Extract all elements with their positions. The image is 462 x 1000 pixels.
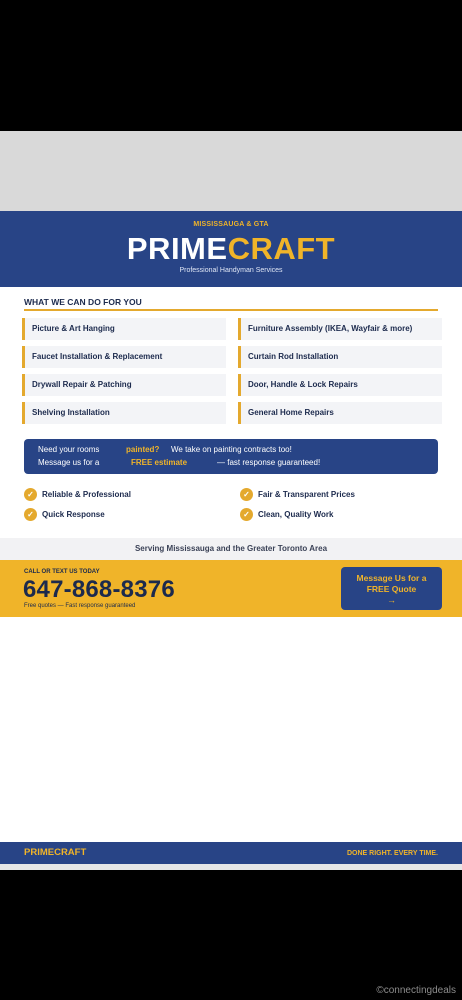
service-item: Picture & Art Hanging (22, 318, 226, 340)
painting-promo (24, 439, 438, 474)
services-divider (24, 309, 438, 311)
check-icon: ✓ (24, 508, 37, 521)
logo-prime: PRIME (126, 231, 228, 266)
benefit-item: Clean, Quality Work (258, 510, 334, 519)
message-us-button[interactable] (341, 567, 442, 610)
painting-text: Message us for a (38, 458, 100, 467)
service-item: Furniture Assembly (IKEA, Wayfair & more) (238, 318, 442, 340)
benefit-item: Fair & Transparent Prices (258, 490, 355, 499)
footer-brand: PRIMECRAFT (24, 847, 87, 858)
service-item: Door, Handle & Lock Repairs (238, 374, 442, 396)
footer-bar (0, 842, 462, 864)
brand-logo (0, 231, 462, 267)
footer-slogan: DONE RIGHT. EVERY TIME. (346, 850, 438, 857)
check-icon: ✓ (240, 488, 253, 501)
arrow-right-icon: → (387, 595, 396, 605)
button-line: FREE Quote (366, 584, 417, 594)
services-title: WHAT WE CAN DO FOR YOU (24, 297, 142, 307)
painting-text: — fast response guaranteed! (217, 458, 321, 467)
flyer-body (0, 287, 462, 842)
grey-banner (0, 131, 462, 211)
service-area: Serving Mississauga and the Greater Toronto Area (0, 538, 462, 560)
check-icon: ✓ (24, 488, 37, 501)
service-item: Shelving Installation (22, 402, 226, 424)
phone-number[interactable]: 647-868-8376 (23, 576, 175, 603)
service-item: Curtain Rod Installation (238, 346, 442, 368)
service-item: Drywall Repair & Patching (22, 374, 226, 396)
button-line: Message Us for a (356, 573, 427, 583)
contact-label: CALL OR TEXT US TODAY (24, 569, 100, 575)
check-icon: ✓ (240, 508, 253, 521)
footer-strip (0, 864, 462, 870)
service-item: General Home Repairs (238, 402, 442, 424)
painting-text: Need your rooms (38, 445, 100, 454)
hero-tagline: Professional Handyman Services (179, 267, 283, 274)
service-item: Faucet Installation & Replacement (22, 346, 226, 368)
hero-kicker: MISSISSAUGA & GTA (193, 221, 269, 228)
quote-note: Free quotes — Fast response guaranteed (24, 603, 136, 609)
benefit-item: Reliable & Professional (42, 490, 131, 499)
contact-banner (0, 560, 462, 617)
benefit-item: Quick Response (42, 510, 105, 519)
hero-header (0, 211, 462, 287)
top-black-bar (0, 0, 462, 131)
painting-text: We take on painting contracts too! (171, 445, 292, 454)
logo-craft: CRAFT (227, 231, 336, 266)
watermark: ©connectingdeals (376, 985, 456, 996)
estimate-highlight: FREE estimate (131, 458, 188, 467)
painting-highlight: painted? (126, 445, 160, 454)
